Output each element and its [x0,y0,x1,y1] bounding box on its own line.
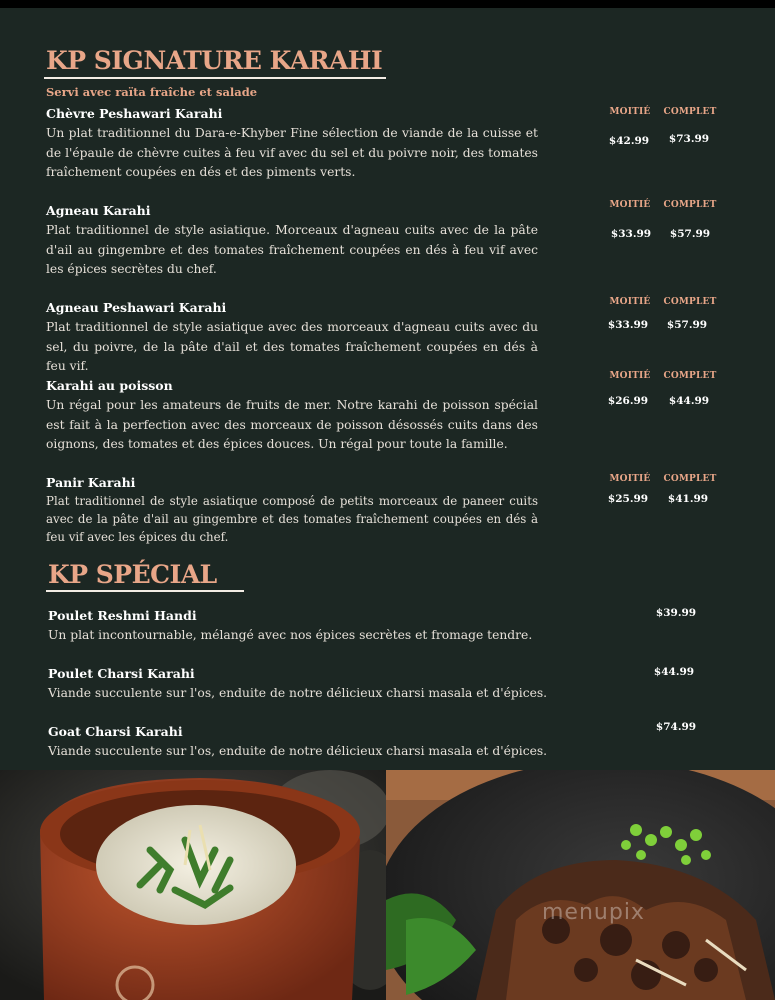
half-price: $33.99 [607,319,649,331]
full-price-label: COMPLET [663,297,717,307]
food-photos [0,770,775,1000]
menu-item-description: Un plat incontournable, mélangé avec nos épices secrètes et fromage tendre. [48,628,533,642]
top-border [0,0,775,8]
menu-item-name: Karahi au poisson [46,378,173,393]
half-price: $33.99 [610,228,652,240]
half-price-label: MOITIÉ [609,107,651,117]
half-price: $25.99 [607,493,649,505]
karahi-subtitle: Servi avec raïta fraîche et salade [46,85,258,99]
full-price: $57.99 [666,319,708,331]
full-price-label: COMPLET [663,474,717,484]
full-price: $57.99 [669,228,711,240]
menu-item-name: Poulet Charsi Karahi [48,666,195,681]
full-price: $41.99 [667,493,709,505]
menu-item-name: Goat Charsi Karahi [48,724,183,739]
menu-item-name: Agneau Karahi [46,203,151,218]
price: $44.99 [653,666,695,678]
special-title-underline [46,590,244,592]
menupix-watermark: menupix [542,900,645,925]
menu-item-description: Un régal pour les amateurs de fruits de mer. Notre karahi de poisson spécial est fait à la perfection avec des morceaux de poisson désossés cuits dans des oignons, des tomates et des épices douces. Un régal pour toute la famille. [46,398,538,451]
half-price-label: MOITIÉ [609,474,651,484]
full-price: $73.99 [668,133,710,145]
menu-item-description: Un plat traditionnel du Dara-e-Khyber Fine sélection de viande de la cuisse et de l'épaule de chèvre cuites à feu vif avec du sel et du poivre noir, des tomates fraîchement coupées en dés et des piments verts. [46,126,538,179]
menu-item-name: Agneau Peshawari Karahi [46,300,227,315]
menu-item-description: Plat traditionnel de style asiatique avec des morceaux d'agneau cuits avec du sel, du poivre, de la pâte d'ail et des tomates fraîchement coupées en dés à feu vif. [46,320,538,373]
lamb-karahi-photo [386,770,775,1000]
menu-item-name: Chèvre Peshawari Karahi [46,106,223,121]
price: $74.99 [655,721,697,733]
half-price-label: MOITIÉ [609,297,651,307]
menu-item-description: Viande succulente sur l'os, enduite de notre délicieux charsi masala et d'épices. [48,744,548,758]
half-price-label: MOITIÉ [609,371,651,381]
menu-item-description: Viande succulente sur l'os, enduite de notre délicieux charsi masala et d'épices. [48,686,548,700]
karahi-title-underline [44,77,386,79]
menu-item-name: Panir Karahi [46,475,136,490]
menu-item-name: Poulet Reshmi Handi [48,608,197,623]
menu-item-description: Plat traditionnel de style asiatique. Morceaux d'agneau cuits avec de la pâte d'ail au gingembre et des tomates fraîchement coupées en dés à feu vif avec les épices secrètes du chef. [46,223,538,276]
menu-item-description: Plat traditionnel de style asiatique composé de petits morceaux de paneer cuits avec de la pâte d'ail au gingembre et des tomates fraîchement coupées en dés à feu vif avec les épices du chef. [46,494,538,544]
half-price: $42.99 [608,135,650,147]
full-price: $44.99 [668,395,710,407]
half-price-label: MOITIÉ [609,200,651,210]
price: $39.99 [655,607,697,619]
karahi-section-title: KP SIGNATURE KARAHI [46,46,383,75]
full-price-label: COMPLET [663,107,717,117]
full-price-label: COMPLET [663,200,717,210]
half-price: $26.99 [607,395,649,407]
full-price-label: COMPLET [663,371,717,381]
special-section-title: KP SPÉCIAL [48,560,217,589]
raita-pot-photo [0,770,386,1000]
